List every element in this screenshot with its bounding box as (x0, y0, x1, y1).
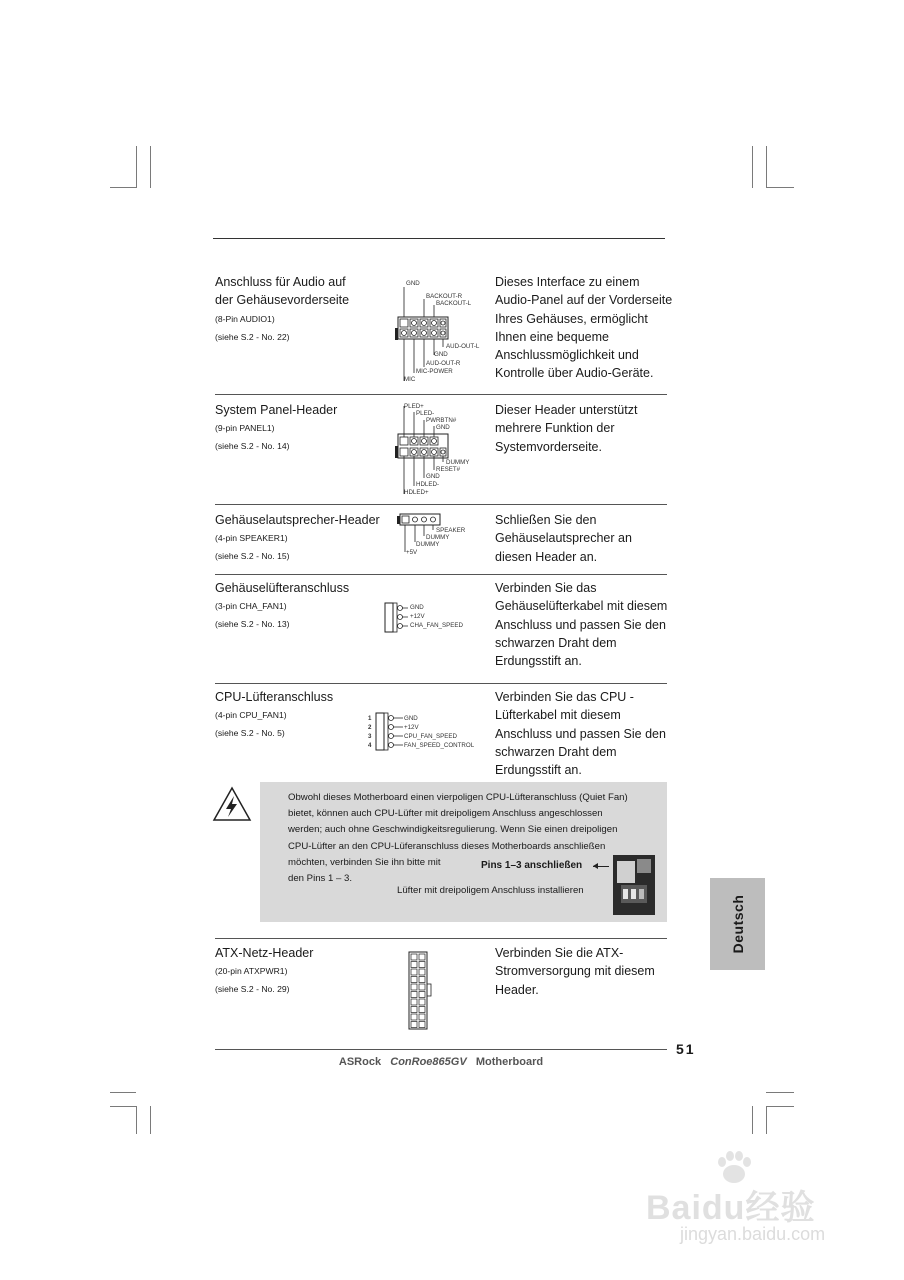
top-rule (213, 238, 665, 239)
warning-caption: Lüfter mit dreipoligem Anschluss installieren (397, 885, 584, 896)
cha-fan-ref: (siehe S.2 - No. 13) (215, 619, 290, 629)
pin-label: GND (426, 473, 440, 480)
panel-pins: (9-pin PANEL1) (215, 423, 275, 433)
pin-label: FAN_SPEED_CONTROL (404, 742, 475, 749)
pin-number: 4 (368, 742, 372, 749)
crop-mark (766, 1106, 767, 1134)
audio-title: Anschluss für Audio auf (215, 275, 346, 289)
footer-model: ConRoe865GV (390, 1056, 467, 1068)
section-divider (215, 574, 667, 575)
pin-label: MIC-POWER (416, 368, 453, 375)
section-divider (215, 504, 667, 505)
watermark-url: jingyan.baidu.com (680, 1224, 826, 1244)
pin-label: SPEAKER (436, 527, 466, 534)
crop-mark (110, 187, 136, 188)
warning-text: Obwohl dieses Motherboard einen vierpoligen CPU-Lüfteranschluss (Quiet Fan) bietet, können auch CPU-Lüfter mit dreipoligem Anschluss angeschlossen werden; auch ohne Geschwindigkeitsregulierung. Wenn Sie einen dreipoligen CPU-Lüfter an den CPU-Lüferanschluss dieses Motherboards anschließen möchten, verbinden Sie ihn bitte mit den Pins 1 – 3. (288, 792, 628, 885)
cpu-fan-description: Verbinden Sie das CPU - Lüfterkabel mit diesem Anschluss und passen Sie den schwarzen Draht dem Erdungsstift an. (495, 690, 666, 778)
cpu-fan-ref: (siehe S.2 - No. 5) (215, 728, 285, 738)
crop-mark (766, 187, 794, 188)
atx-ref: (siehe S.2 - No. 29) (215, 984, 290, 994)
speaker-pins: (4-pin SPEAKER1) (215, 533, 288, 543)
pin-label: DUMMY (416, 541, 440, 548)
pin-number: 2 (368, 724, 372, 731)
section-divider (215, 683, 667, 684)
pin-label: GND (410, 604, 424, 611)
crop-mark (110, 1092, 136, 1093)
atx-power-diagram (408, 951, 434, 1031)
cpu-fan-pins: (4-pin CPU_FAN1) (215, 710, 287, 720)
pin-label: CPU_FAN_SPEED (404, 733, 457, 740)
crop-mark (136, 146, 137, 188)
footer-product: Motherboard (475, 1056, 544, 1068)
section-divider (215, 394, 667, 395)
pin-label: GND (404, 715, 418, 722)
atx-description: Verbinden Sie die ATX- Stromversorgung mit diesem Header. (495, 946, 655, 997)
panel-ref: (siehe S.2 - No. 14) (215, 441, 290, 451)
pin-label: +5V (406, 549, 418, 556)
pin-label: AUD-OUT-L (446, 343, 480, 350)
pin-label: GND (436, 424, 450, 431)
cpu-fan-title: CPU-Lüfteranschluss (215, 690, 334, 704)
panel-description: Dieser Header unterstützt mehrere Funktion der Systemvorderseite. (495, 403, 638, 454)
section-divider (215, 938, 667, 939)
pin-label: BACKOUT-R (426, 293, 463, 300)
crop-mark (766, 1092, 794, 1093)
pin-label: PLED+ (404, 403, 424, 410)
crop-mark (766, 146, 767, 188)
pin-label: DUMMY (426, 534, 450, 541)
cha-fan-title: Gehäuselüfteranschluss (215, 581, 350, 595)
footer-rule (215, 1049, 667, 1050)
cha-fan-pins: (3-pin CHA_FAN1) (215, 601, 287, 611)
watermark-logo-text: Baidu经验 (646, 1189, 816, 1227)
speaker-description: Schließen Sie den Gehäuselautsprecher an diesen Header an. (495, 513, 632, 564)
pin-label: BACKOUT-L (436, 300, 472, 307)
warning-callout: Pins 1–3 anschließen (481, 860, 583, 871)
panel-title: System Panel-Header (215, 403, 338, 417)
arrow-head-icon (593, 863, 598, 869)
speaker-title: Gehäuselautsprecher-Header (215, 513, 380, 527)
crop-mark (110, 1106, 136, 1107)
pin-label: +12V (410, 613, 425, 620)
cpu-fan-header-diagram (374, 712, 404, 752)
crop-mark (752, 146, 753, 188)
atx-title: ATX-Netz-Header (215, 946, 314, 960)
language-tab-label: Deutsch (729, 894, 746, 954)
cha-fan-description: Verbinden Sie das Gehäuselüfterkabel mit diesem Anschluss und passen Sie den schwarzen Draht dem Erdungsstift an. (495, 581, 668, 669)
audio-title-line2: der Gehäusevorderseite (215, 293, 350, 307)
warning-icon (212, 786, 252, 822)
pin-label: PWRBTN# (426, 417, 457, 424)
crop-mark (150, 1106, 151, 1134)
page-number: 51 (676, 1041, 696, 1057)
pin-label: DUMMY (446, 459, 470, 466)
audio-ref: (siehe S.2 - No. 22) (215, 332, 290, 342)
language-tab (710, 878, 765, 970)
pin-label: MIC (404, 376, 416, 383)
pin-label: CHA_FAN_SPEED (410, 622, 463, 629)
atx-pins: (20-pin ATXPWR1) (215, 966, 288, 976)
pin-label: HDLED+ (404, 489, 429, 496)
crop-mark (766, 1106, 794, 1107)
crop-mark (752, 1106, 753, 1134)
pin-label: GND (434, 351, 448, 358)
pin-label: GND (406, 280, 420, 287)
audio-description: Dieses Interface zu einem Audio-Panel auf der Vorderseite Ihres Gehäuses, ermöglicht Ihnen eine bequeme Anschlussmöglichkeit und Kontrolle über Audio-Geräte. (495, 275, 673, 381)
footer-text (215, 1056, 667, 1068)
fan-connector-photo (613, 855, 655, 915)
pin-label: PLED- (416, 410, 435, 417)
crop-mark (150, 146, 151, 188)
pin-label: RESET# (436, 466, 461, 473)
cha-fan-header-diagram (383, 602, 409, 634)
pin-number: 1 (368, 715, 372, 722)
baidu-watermark (640, 1150, 850, 1250)
pin-number: 3 (368, 733, 372, 740)
pin-label: HDLED- (416, 481, 440, 488)
crop-mark (136, 1106, 137, 1134)
speaker-ref: (siehe S.2 - No. 15) (215, 551, 290, 561)
audio-pins: (8-Pin AUDIO1) (215, 314, 275, 324)
footer-brand: ASRock (338, 1056, 382, 1068)
pin-label: AUD-OUT-R (426, 360, 461, 367)
pin-label: +12V (404, 724, 419, 731)
